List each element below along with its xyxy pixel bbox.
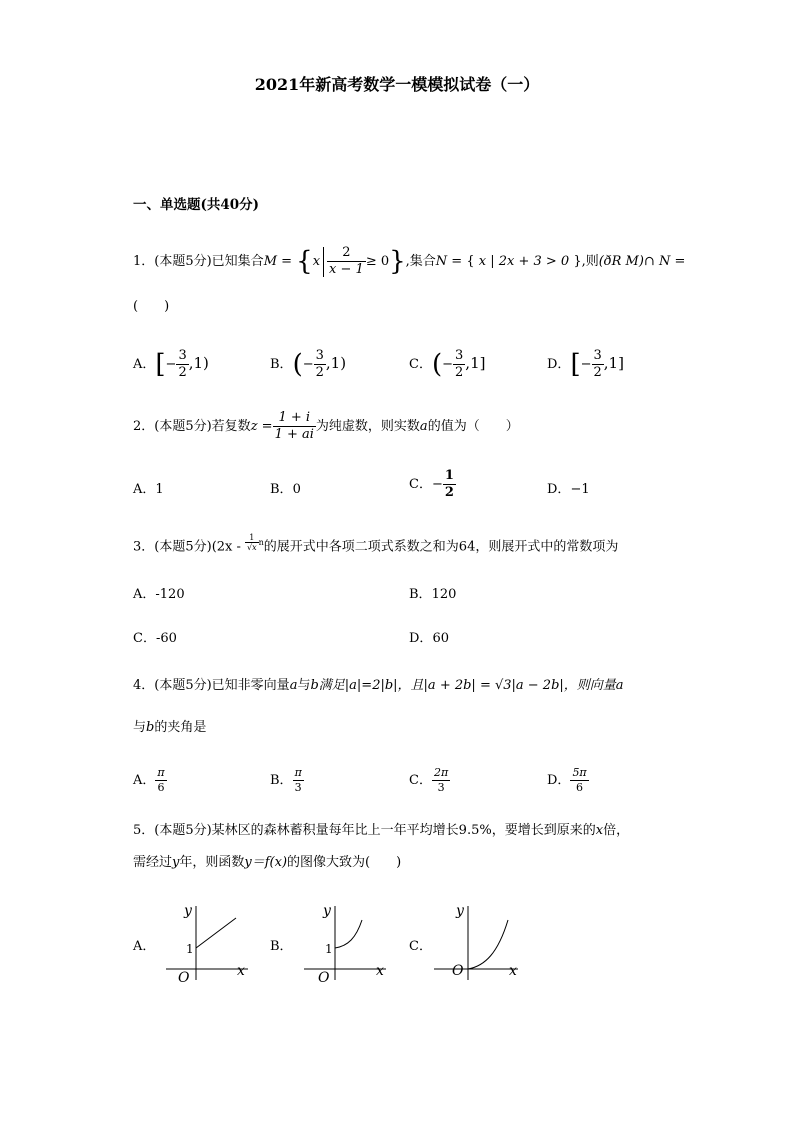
q3-option-a-value: -120 (155, 587, 185, 602)
question-4-line-1 (133, 676, 624, 696)
q5-graph-a[interactable] (160, 898, 260, 983)
q1-option-d-left: [ (570, 349, 581, 380)
question-4-line-2 (133, 718, 206, 738)
origin-label: O (318, 970, 330, 983)
q4-option-a-label: A． (133, 773, 156, 788)
q1-option-b-label: B． (270, 357, 293, 372)
q1-option-d[interactable] (547, 348, 624, 381)
graph-a-curve (196, 918, 236, 948)
q2-option-c-value: − (431, 477, 443, 492)
q1-setN-lhs: N = (435, 254, 467, 269)
question-3 (133, 533, 618, 557)
q4-option-c[interactable] (409, 766, 450, 795)
q4-option-a-num: π (157, 766, 165, 779)
question-5-line-1 (133, 821, 629, 841)
q1-setN-close: } (569, 254, 582, 269)
q5-option-a-label[interactable]: A． (133, 939, 156, 954)
q1-option-c-num: 3 (455, 348, 464, 363)
y-label: y (456, 903, 464, 919)
q1-option-b-right: ,1) (325, 354, 347, 372)
q1-option-a-fraction (176, 348, 188, 381)
q1-option-a-den: 2 (178, 365, 187, 380)
q3-option-b-label: B． (409, 587, 432, 602)
q2-option-d-label: D． (547, 482, 571, 497)
q2-option-d-value: −1 (570, 482, 590, 497)
q1-option-d-right: ,1] (603, 354, 624, 372)
q4-line2b: 的夹角是 (154, 720, 207, 735)
one-label: 1 (325, 942, 333, 956)
q1-option-b-minus: − (302, 357, 314, 372)
q2-option-c-den: 2 (444, 485, 454, 500)
q4-option-b-den: 3 (294, 781, 302, 794)
q1-option-d-label: D． (547, 357, 571, 372)
q5-option-b-label[interactable]: B． (270, 939, 293, 954)
q4-option-c-num: 2π (433, 766, 449, 779)
q5-line2b: 年，则函数 (179, 855, 245, 870)
q1-setM-fraction (327, 245, 366, 278)
q5-x: x (595, 823, 604, 838)
q4-option-b-fraction (293, 766, 304, 795)
q4-option-a-den: 6 (157, 781, 165, 794)
q1-option-d-fraction (592, 348, 604, 381)
q3-option-c[interactable] (133, 627, 177, 646)
q1-option-c-den: 2 (455, 365, 464, 380)
q1-option-c-right: ,1] (465, 354, 486, 372)
q4-vector-b-2: b (146, 720, 155, 735)
q1-bar (323, 247, 324, 277)
q3-option-a[interactable] (133, 583, 185, 602)
origin-label: O (452, 963, 464, 979)
q2-option-c-fraction (443, 468, 456, 501)
q4-vector-a-end: a (615, 678, 624, 693)
q2-option-a-label: A． (133, 482, 156, 497)
q2-suffix: 为纯虚数，则实数 (315, 419, 420, 434)
page-title: 2021年新高考数学一模模拟试卷（一） (254, 75, 540, 94)
q1-setN-open: { (466, 254, 479, 269)
q4-line1: 4．(本题5分)已知非零向量 (133, 678, 290, 693)
q1-option-d-den: 2 (593, 365, 602, 380)
q3-option-c-value: -60 (155, 631, 177, 646)
q2-option-c-label: C． (409, 477, 432, 492)
q5-line2a: 需经过 (133, 855, 173, 870)
q2-prefix: 2．(本题5分)若复数 (133, 419, 251, 434)
q5-line2c: 的图像大致为( ) (287, 855, 402, 870)
q1-option-a-minus: − (165, 357, 177, 372)
q1-option-c[interactable] (409, 348, 485, 381)
q4-option-b[interactable] (270, 766, 304, 795)
y-label: y (184, 903, 192, 919)
q1-option-c-label: C． (409, 357, 432, 372)
q4-option-c-den: 3 (437, 781, 445, 794)
q1-brace-open: { (296, 246, 313, 277)
q4-option-d-den: 6 (576, 781, 584, 794)
q3-prefix: 3．(本题5分) (133, 539, 212, 555)
q3-inner-num: 1 (245, 533, 259, 543)
q1-option-b-left: ( (292, 349, 303, 380)
q1-option-c-fraction (453, 348, 465, 381)
q1-expr: (ðR M)∩ N = (598, 254, 686, 269)
q1-option-a-num: 3 (178, 348, 187, 363)
graph-b-curve (335, 920, 362, 948)
q4-option-d-label: D． (547, 773, 571, 788)
q1-option-a-right: ,1) (188, 354, 209, 372)
q5-func: y＝f(x) (244, 855, 288, 870)
q2-option-b[interactable] (270, 478, 301, 497)
q1-option-c-minus: − (442, 357, 454, 372)
q3-option-d-value: 60 (432, 631, 449, 646)
question-1 (133, 245, 685, 278)
q1-option-b-num: 3 (315, 348, 324, 363)
graph-c-curve (468, 920, 508, 969)
q1-option-b-fraction (314, 348, 326, 381)
q1-then: ,则 (581, 254, 599, 269)
q5-graph-c[interactable] (430, 898, 530, 983)
q2-option-c-num: 1 (444, 468, 454, 483)
q4-option-d[interactable] (547, 766, 589, 795)
q1-setM-num: 2 (327, 245, 366, 262)
q1-setM-rel: ≥ 0 (365, 254, 390, 269)
q3-inner-fraction (245, 533, 259, 552)
q4-vector-a: a (289, 678, 298, 693)
q3-option-b-value: 120 (431, 587, 457, 602)
q2-a: a (419, 419, 428, 434)
q1-option-a[interactable] (133, 348, 209, 381)
x-label: x (237, 963, 245, 979)
q2-suffix2: 的值为（ ） (427, 419, 519, 434)
y-label: y (323, 903, 331, 919)
q3-option-d[interactable] (409, 627, 449, 646)
q4-option-b-num: π (294, 766, 302, 779)
q3-option-c-label: C． (133, 631, 156, 646)
q2-den: 1 + ai (274, 427, 314, 442)
q5-graph-b[interactable] (300, 898, 400, 983)
question-2 (133, 410, 519, 443)
q2-option-b-value: 0 (292, 482, 301, 497)
question-5-line-2 (133, 853, 401, 873)
origin-label: O (178, 970, 190, 983)
q4-option-b-label: B． (270, 773, 293, 788)
q4-option-a[interactable] (133, 766, 167, 795)
q3-suffix: 的展开式中各项二项式系数之和为64，则展开式中的常数项为 (263, 539, 619, 555)
q3-option-a-label: A． (133, 587, 156, 602)
q1-option-b[interactable] (270, 348, 346, 381)
section-header: 一、单选题(共40分) (133, 197, 260, 213)
q2-option-a[interactable] (133, 478, 164, 497)
q1-setM-var: x (312, 254, 321, 269)
q3-exponent: n (258, 538, 264, 547)
q1-answer-blank: ( ) (133, 299, 170, 314)
q1-setM-lhs: M = (263, 254, 297, 269)
x-label: x (376, 963, 384, 979)
q2-num: 1 + i (273, 410, 316, 427)
q1-option-d-num: 3 (593, 348, 602, 363)
q5-line1end: 倍， (603, 823, 630, 838)
q4-option-c-fraction (432, 766, 450, 795)
q5-option-c-label[interactable]: C． (409, 939, 432, 954)
q3-option-b[interactable] (409, 583, 456, 602)
q1-option-a-left: [ (155, 349, 166, 380)
q4-condition: 满足|a|=2|b|，且|a + 2b| = √3|a − 2b|，则向量 (318, 678, 616, 693)
q1-option-a-label: A． (133, 357, 156, 372)
q4-option-c-label: C． (409, 773, 432, 788)
q2-option-c[interactable] (409, 468, 456, 501)
q3-expr: (2x - (211, 539, 246, 555)
q5-y: y (172, 855, 180, 870)
q2-option-b-label: B． (270, 482, 293, 497)
q4-and: 与 (297, 678, 311, 693)
q3-inner-den: √x (247, 543, 257, 552)
q1-setN-body: x | 2x + 3 > 0 (478, 254, 570, 269)
q4-line2a: 与 (133, 720, 147, 735)
q1-option-d-minus: − (580, 357, 592, 372)
q1-brace-close: } (389, 246, 406, 277)
q1-mid: ,集合 (405, 254, 436, 269)
q1-setM-den: x − 1 (329, 262, 364, 277)
q2-fraction (273, 410, 316, 443)
q1-option-c-left: ( (431, 349, 443, 380)
q1-prefix: 1．(本题5分)已知集合 (133, 254, 264, 269)
q2-option-d[interactable] (547, 478, 590, 497)
x-label: x (509, 963, 517, 979)
q5-line1: 5．(本题5分)某林区的森林蓄积量每年比上一年平均增长9.5%，要增长到原来的 (133, 823, 596, 838)
q3-option-d-label: D． (409, 631, 433, 646)
q4-option-a-fraction (155, 766, 166, 795)
q2-option-a-value: 1 (155, 482, 164, 497)
q4-vector-b: b (310, 678, 319, 693)
q2-z: z = (250, 419, 273, 434)
one-label: 1 (186, 942, 194, 956)
q1-option-b-den: 2 (315, 365, 324, 380)
q4-option-d-fraction (570, 766, 588, 795)
q4-option-d-num: 5π (572, 766, 587, 779)
